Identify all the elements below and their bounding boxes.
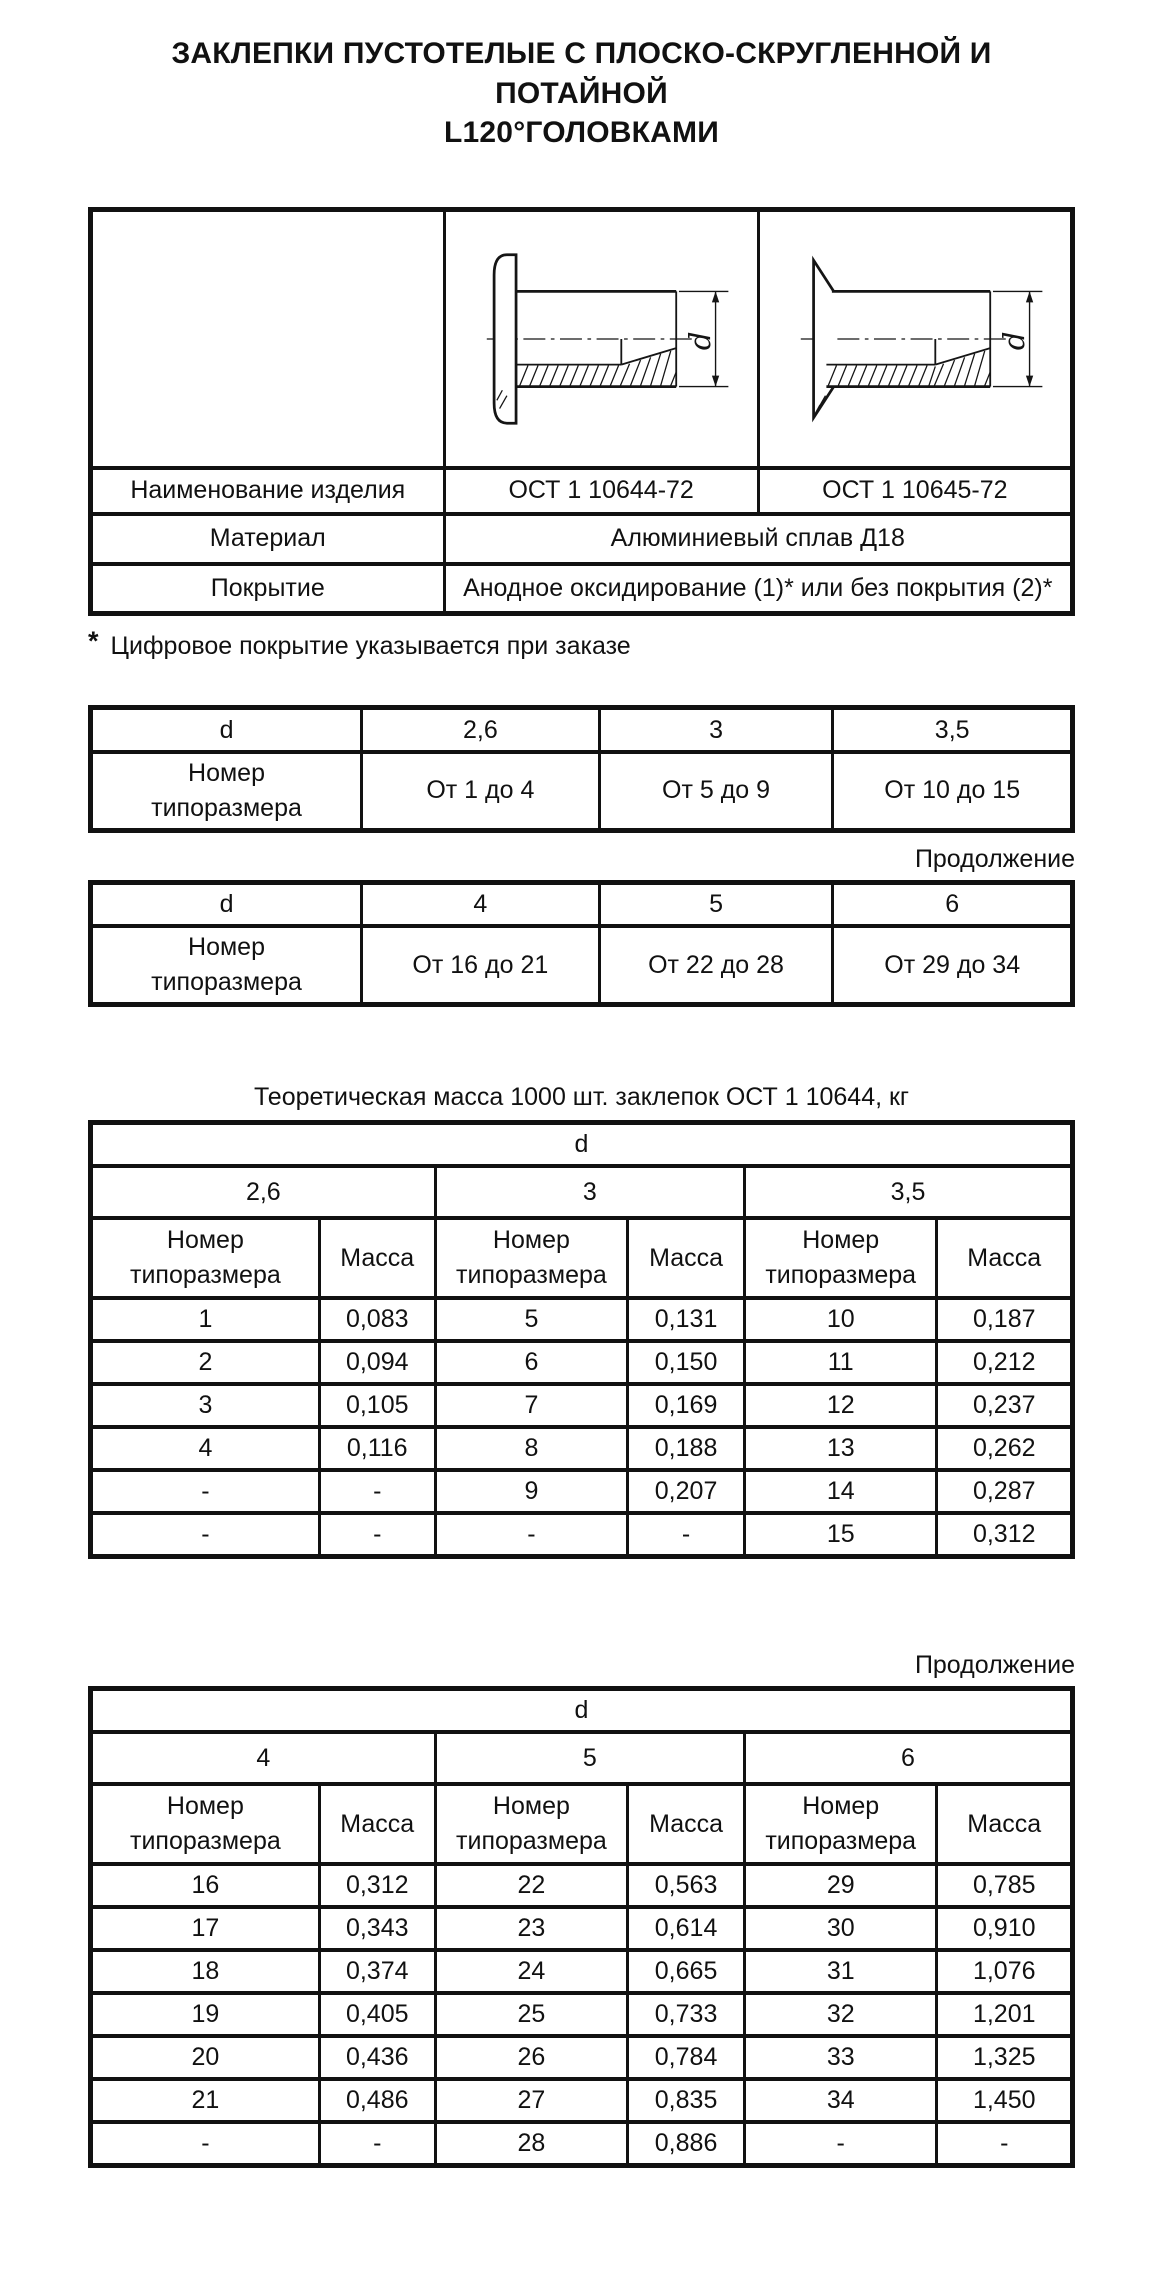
size-number: 14 — [744, 1470, 936, 1513]
table-row — [91, 1950, 1073, 1993]
table-row — [91, 1513, 1073, 1557]
mass-value: 1,076 — [937, 1950, 1073, 1993]
size-number: 18 — [91, 1950, 320, 1993]
table-row — [91, 1864, 1073, 1907]
rivet-drawing-countersunk-head — [766, 214, 1064, 464]
mass-value: 0,436 — [319, 2036, 435, 2079]
product-name-row — [91, 468, 1073, 514]
range-value: От 10 до 15 — [833, 752, 1073, 831]
d-label: d — [91, 882, 362, 926]
mass-value: 0,733 — [628, 1993, 745, 2036]
size-number: 29 — [744, 1864, 936, 1907]
d-label: d — [91, 1689, 1073, 1733]
d-value: 3,5 — [833, 708, 1073, 752]
mass-value: 0,343 — [319, 1907, 435, 1950]
mass-value: 0,187 — [937, 1298, 1073, 1341]
range-row — [91, 926, 1073, 1005]
range-value: От 1 до 4 — [362, 752, 600, 831]
range-row — [91, 752, 1073, 831]
d-value: 2,6 — [362, 708, 600, 752]
d-values-row — [91, 1166, 1073, 1218]
col-mass-header: Масса — [319, 1784, 435, 1864]
d-values-row — [91, 1732, 1073, 1784]
mass-value: 0,886 — [628, 2122, 745, 2166]
size-number: 27 — [435, 2079, 627, 2122]
coating-label: Покрытие — [91, 564, 445, 614]
d-label: d — [91, 1123, 1073, 1167]
mass-value: 0,262 — [937, 1427, 1073, 1470]
size-number: 11 — [744, 1341, 936, 1384]
column-header-row — [91, 1218, 1073, 1298]
mass-table-part1 — [88, 1120, 1075, 1559]
mass-value: 0,150 — [628, 1341, 745, 1384]
page-title-line1: ЗАКЛЕПКИ ПУСТОТЕЛЫЕ С ПЛОСКО-СКРУГЛЕННОЙ И ПОТАЙНОЙ — [171, 37, 992, 110]
size-number: 1 — [91, 1298, 320, 1341]
mass-value: - — [319, 1513, 435, 1557]
range-value: От 29 до 34 — [833, 926, 1073, 1005]
d-value: 6 — [744, 1732, 1072, 1784]
col-number-header: Номер типоразмера — [435, 1218, 627, 1298]
product-name-label: Наименование изделия — [91, 468, 445, 514]
col-number-header: Номер типоразмера — [744, 1784, 936, 1864]
mass-value: 0,188 — [628, 1427, 745, 1470]
table-row — [91, 2079, 1073, 2122]
table-row — [91, 1907, 1073, 1950]
mass-value: - — [319, 1470, 435, 1513]
table-row — [91, 1993, 1073, 2036]
size-number: - — [91, 1470, 320, 1513]
d-row — [91, 1123, 1073, 1167]
d-value: 3 — [599, 708, 833, 752]
size-number: 4 — [91, 1427, 320, 1470]
size-number: 26 — [435, 2036, 627, 2079]
mass-value: 1,450 — [937, 2079, 1073, 2122]
rivet-drawing-flat-round-head — [452, 214, 751, 464]
d-row — [91, 1689, 1073, 1733]
mass-value: 0,835 — [628, 2079, 745, 2122]
mass-value: 0,784 — [628, 2036, 745, 2079]
mass-value: 1,201 — [937, 1993, 1073, 2036]
size-number: 23 — [435, 1907, 627, 1950]
size-number: - — [435, 1513, 627, 1557]
size-number: 2 — [91, 1341, 320, 1384]
mass-value: 0,486 — [319, 2079, 435, 2122]
size-range-table-2 — [88, 880, 1075, 1008]
mass-value: - — [319, 2122, 435, 2166]
footnote-marker: * — [88, 626, 99, 657]
coating-value: Анодное оксидирование (1)* или без покрытия (2)* — [444, 564, 1072, 614]
size-number: 25 — [435, 1993, 627, 2036]
range-value: От 22 до 28 — [599, 926, 833, 1005]
mass-value: 0,207 — [628, 1470, 745, 1513]
continuation-label: Продолжение — [914, 1651, 1075, 1680]
mass-value: 0,563 — [628, 1864, 745, 1907]
col-mass-header: Масса — [628, 1784, 745, 1864]
size-number: - — [91, 2122, 320, 2166]
product-table — [88, 207, 1075, 617]
drawing-cell-flat-round-head — [444, 209, 758, 468]
material-row — [91, 514, 1073, 564]
size-number: 33 — [744, 2036, 936, 2079]
d-value: 3 — [435, 1166, 744, 1218]
table-row — [91, 1427, 1073, 1470]
d-value: 4 — [91, 1732, 436, 1784]
size-number: 31 — [744, 1950, 936, 1993]
mass-value: 0,131 — [628, 1298, 745, 1341]
size-number: 17 — [91, 1907, 320, 1950]
size-number: 22 — [435, 1864, 627, 1907]
mass-value: 0,614 — [628, 1907, 745, 1950]
d-value: 5 — [435, 1732, 744, 1784]
page-title-line2: L120°ГОЛОВКАМИ — [444, 116, 719, 150]
mass-value: 0,312 — [937, 1513, 1073, 1557]
d-label: d — [91, 708, 362, 752]
range-value: От 5 до 9 — [599, 752, 833, 831]
mass-value: 0,169 — [628, 1384, 745, 1427]
material-value: Алюминиевый сплав Д18 — [444, 514, 1072, 564]
mass-value: 0,312 — [319, 1864, 435, 1907]
mass-value: 0,094 — [319, 1341, 435, 1384]
size-number: 8 — [435, 1427, 627, 1470]
page-title — [88, 0, 1075, 153]
size-number: 24 — [435, 1950, 627, 1993]
size-number: 21 — [91, 2079, 320, 2122]
col-mass-header: Масса — [937, 1784, 1073, 1864]
dimension-d-label: d — [996, 331, 1031, 350]
product-standard-left: ОСТ 1 10644-72 — [444, 468, 758, 514]
table-row — [91, 2036, 1073, 2079]
size-number: 6 — [435, 1341, 627, 1384]
coating-row — [91, 564, 1073, 614]
table-row — [91, 1384, 1073, 1427]
table-row — [91, 1341, 1073, 1384]
size-range-table-1 — [88, 705, 1075, 833]
size-number: 30 — [744, 1907, 936, 1950]
col-number-header: Номер типоразмера — [435, 1784, 627, 1864]
size-number: - — [91, 1513, 320, 1557]
size-number-label: Номер типоразмера — [91, 926, 362, 1005]
mass-value: 0,374 — [319, 1950, 435, 1993]
mass-value: 0,212 — [937, 1341, 1073, 1384]
mass-value: 0,665 — [628, 1950, 745, 1993]
mass-value: 0,910 — [937, 1907, 1073, 1950]
mass-table-title: Теоретическая масса 1000 шт. заклепок ОСТ 1 10644, кг — [253, 1083, 910, 1112]
col-mass-header: Масса — [628, 1218, 745, 1298]
size-number: 9 — [435, 1470, 627, 1513]
col-mass-header: Масса — [319, 1218, 435, 1298]
size-number: 5 — [435, 1298, 627, 1341]
col-mass-header: Масса — [937, 1218, 1073, 1298]
size-number: 19 — [91, 1993, 320, 2036]
mass-value: - — [628, 1513, 745, 1557]
mass-value: 0,083 — [319, 1298, 435, 1341]
size-number: 7 — [435, 1384, 627, 1427]
size-number: - — [744, 2122, 936, 2166]
size-number-label: Номер типоразмера — [91, 752, 362, 831]
drawing-cell-countersunk-head — [758, 209, 1072, 468]
mass-value: 0,287 — [937, 1470, 1073, 1513]
dimension-d-label: d — [682, 331, 717, 350]
size-number: 16 — [91, 1864, 320, 1907]
material-label: Материал — [91, 514, 445, 564]
col-number-header: Номер типоразмера — [91, 1784, 320, 1864]
drawing-empty-cell — [91, 209, 445, 468]
d-value: 2,6 — [91, 1166, 436, 1218]
mass-value: 0,405 — [319, 1993, 435, 2036]
drawing-row — [91, 209, 1073, 468]
continuation-label: Продолжение — [914, 844, 1075, 873]
d-value: 4 — [362, 882, 600, 926]
mass-value: 0,116 — [319, 1427, 435, 1470]
footnote-text: Цифровое покрытие указывается при заказе — [110, 632, 631, 661]
mass-value: 0,785 — [937, 1864, 1073, 1907]
d-value: 3,5 — [744, 1166, 1072, 1218]
table-row — [91, 1298, 1073, 1341]
table-row — [91, 2122, 1073, 2166]
size-number: 20 — [91, 2036, 320, 2079]
size-number: 13 — [744, 1427, 936, 1470]
size-number: 28 — [435, 2122, 627, 2166]
mass-value: 0,105 — [319, 1384, 435, 1427]
mass-value: 1,325 — [937, 2036, 1073, 2079]
range-value: От 16 до 21 — [362, 926, 600, 1005]
d-value: 6 — [833, 882, 1073, 926]
d-row — [91, 882, 1073, 926]
d-value: 5 — [599, 882, 833, 926]
col-number-header: Номер типоразмера — [91, 1218, 320, 1298]
size-number: 15 — [744, 1513, 936, 1557]
mass-value: - — [937, 2122, 1073, 2166]
size-number: 10 — [744, 1298, 936, 1341]
size-number: 12 — [744, 1384, 936, 1427]
d-row — [91, 708, 1073, 752]
column-header-row — [91, 1784, 1073, 1864]
table-row — [91, 1470, 1073, 1513]
size-number: 34 — [744, 2079, 936, 2122]
size-number: 32 — [744, 1993, 936, 2036]
mass-value: 0,237 — [937, 1384, 1073, 1427]
col-number-header: Номер типоразмера — [744, 1218, 936, 1298]
size-number: 3 — [91, 1384, 320, 1427]
mass-table-part2 — [88, 1686, 1075, 2168]
product-standard-right: ОСТ 1 10645-72 — [758, 468, 1072, 514]
footnote — [88, 626, 1075, 661]
